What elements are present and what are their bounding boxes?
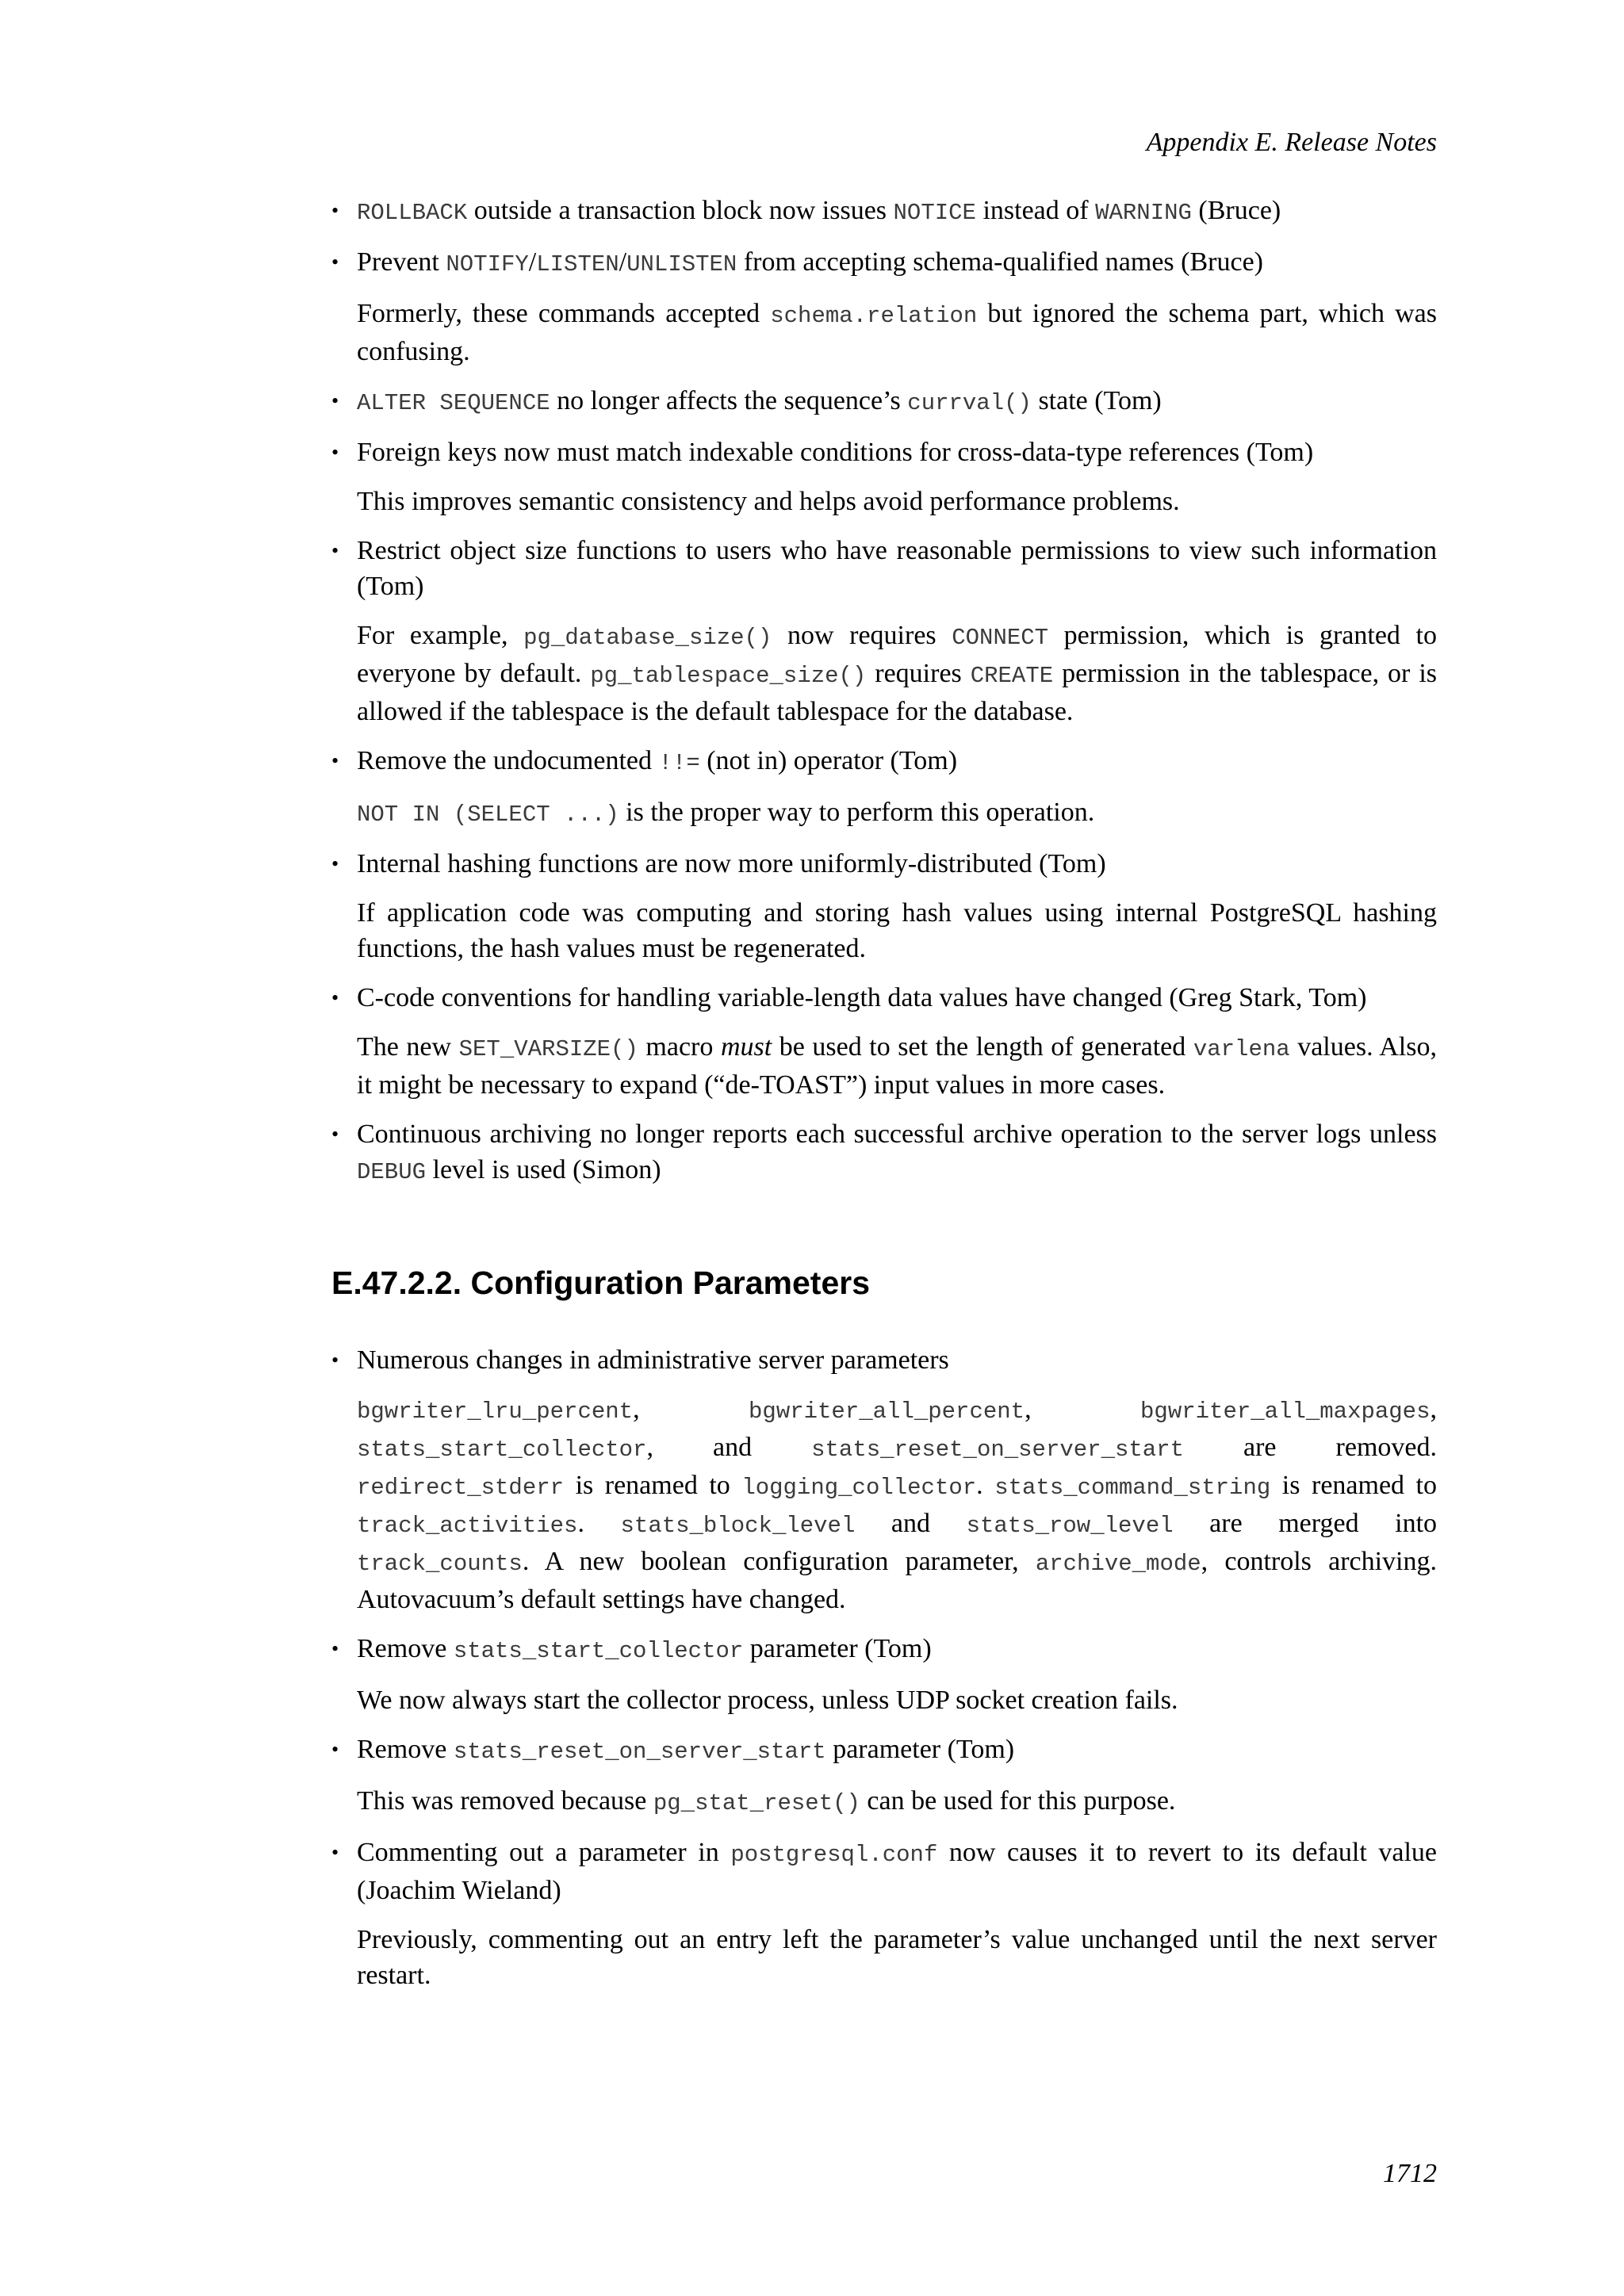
page-content (331, 193, 1437, 2007)
item-text: • Prevent NOTIFY/LISTEN/UNLISTEN from accepting schema-qualified names (Bruce) (357, 247, 1263, 277)
code-term: postgresql.conf (730, 1842, 938, 1868)
code-term: CONNECT (952, 625, 1049, 651)
code-term: bgwriter_lru_percent (357, 1399, 634, 1425)
item-note: NOT IN (SELECT ...) is the proper way to perform this operation. (357, 798, 1095, 828)
code-term: stats_command_string (994, 1475, 1271, 1501)
code-term: pg_stat_reset() (653, 1790, 860, 1816)
code-term: CREATE (970, 663, 1054, 689)
code-term: !!= (658, 750, 700, 776)
code-term: pg_database_size() (523, 625, 772, 651)
document-page (331, 0, 1437, 2296)
list-item (331, 193, 1437, 231)
code-term: ALTER SEQUENCE (357, 390, 550, 416)
list-item (331, 1732, 1437, 1821)
item-note: If application code was computing and storing hash values using internal PostgreSQL hashing functions, the hash values must be regenerated. (357, 898, 1437, 963)
item-note: bgwriter_lru_percent, bgwriter_all_percent, bgwriter_all_maxpages, stats_start_collector, and stats_reset_on_server_start are removed. redirect_stderr is renamed to logging_collector. stats_command_string is renamed to track_activities. stats_block_level and stats_row_level are merged into track_counts. A new boolean configuration parameter, archive_mode, controls archiving. Autovacuum’s default settings have changed. (357, 1395, 1438, 1614)
item-text: • Numerous changes in administrative server parameters (357, 1345, 949, 1375)
emphasis: must (720, 1032, 772, 1062)
code-term: bgwriter_all_percent (749, 1399, 1025, 1425)
item-text: • Commenting out a parameter in postgresql.conf now causes it to revert to its default value (Joachim Wieland) (357, 1838, 1438, 1905)
code-term: track_counts (357, 1551, 523, 1577)
item-note: The new SET_VARSIZE() macro must be used to set the length of generated varlena values. Also, it might be necessary to expand (“de-TOAST”) input values in more cases. (357, 1032, 1437, 1100)
list-item (331, 743, 1437, 832)
item-text: • Restrict object size functions to users who have reasonable permissions to view such information (Tom) (357, 536, 1437, 601)
item-note: We now always start the collector process, unless UDP socket creation fails. (357, 1686, 1178, 1715)
item-text: • Remove the undocumented !!= (not in) operator (Tom) (357, 746, 958, 776)
code-term: varlena (1193, 1036, 1290, 1062)
code-term: stats_start_collector (357, 1437, 647, 1463)
item-text: • Remove stats_start_collector parameter (Tom) (357, 1634, 932, 1664)
list-item (331, 846, 1437, 966)
section-heading: E.47.2.2. Configuration Parameters (331, 1265, 871, 1301)
code-term: SET_VARSIZE() (458, 1036, 638, 1062)
list-item (331, 434, 1437, 519)
code-term: logging_collector (741, 1475, 977, 1501)
code-term: stats_start_collector (453, 1638, 744, 1664)
page-number: 1712 (1383, 2159, 1437, 2188)
list-item (331, 1342, 1437, 1617)
list-item (331, 980, 1437, 1103)
code-term: stats_reset_on_server_start (811, 1437, 1184, 1463)
code-term: pg_tablespace_size() (590, 663, 867, 689)
code-term: stats_row_level (966, 1513, 1174, 1539)
code-term: NOT IN (SELECT ...) (357, 802, 619, 828)
code-term: schema.relation (770, 303, 978, 329)
item-note: Previously, commenting out an entry left the parameter’s value unchanged until the next server restart. (357, 1925, 1437, 1990)
code-term: NOTIFY (446, 251, 529, 277)
list-item (331, 1631, 1437, 1718)
item-text: • Remove stats_reset_on_server_start parameter (Tom) (357, 1735, 1015, 1765)
code-term: track_activities (357, 1513, 578, 1539)
code-term: NOTICE (893, 200, 976, 226)
code-term: currval() (907, 390, 1032, 416)
item-note: For example, pg_database_size() now requires CONNECT permission, which is granted to everyone by default. pg_tablespace_size() requires CREATE permission in the tablespace, or is allowed if the tablespace is the default tablespace for the database. (357, 621, 1437, 726)
code-term: ROLLBACK (357, 200, 468, 226)
item-text: • Continuous archiving no longer reports each successful archive operation to the server logs unless DEBUG level is used (Simon) (357, 1119, 1437, 1185)
item-note: This improves semantic consistency and helps avoid performance problems. (357, 487, 1180, 516)
code-term: stats_reset_on_server_start (453, 1739, 826, 1765)
code-term: stats_block_level (620, 1513, 856, 1539)
incompatibility-list (331, 193, 1437, 1190)
item-text: • Internal hashing functions are now more uniformly-distributed (Tom) (357, 849, 1106, 878)
list-item (331, 244, 1437, 369)
item-note: Formerly, these commands accepted schema.relation but ignored the schema part, which was confusing. (357, 299, 1437, 366)
code-term: bgwriter_all_maxpages (1140, 1399, 1431, 1425)
code-term: LISTEN (536, 251, 619, 277)
item-note: This was removed because pg_stat_reset() can be used for this purpose. (357, 1786, 1176, 1816)
list-item (331, 533, 1437, 729)
item-text: • Foreign keys now must match indexable conditions for cross-data-type references (Tom) (357, 438, 1314, 467)
item-text: • C-code conventions for handling variable-length data values have changed (Greg Stark, Tom) (357, 983, 1367, 1012)
item-text: • ALTER SEQUENCE no longer affects the sequence’s currval() state (Tom) (357, 386, 1162, 416)
code-term: UNLISTEN (626, 251, 737, 277)
list-item (331, 1835, 1437, 1993)
item-text: • ROLLBACK outside a transaction block now issues NOTICE instead of WARNING (Bruce) (357, 196, 1281, 226)
configuration-list (331, 1342, 1437, 1993)
code-term: WARNING (1095, 200, 1192, 226)
code-term: archive_mode (1035, 1551, 1201, 1577)
list-item (331, 1116, 1437, 1190)
running-header: Appendix E. Release Notes (1146, 128, 1437, 157)
code-term: redirect_stderr (357, 1475, 565, 1501)
code-term: DEBUG (357, 1159, 427, 1185)
list-item (331, 383, 1437, 421)
